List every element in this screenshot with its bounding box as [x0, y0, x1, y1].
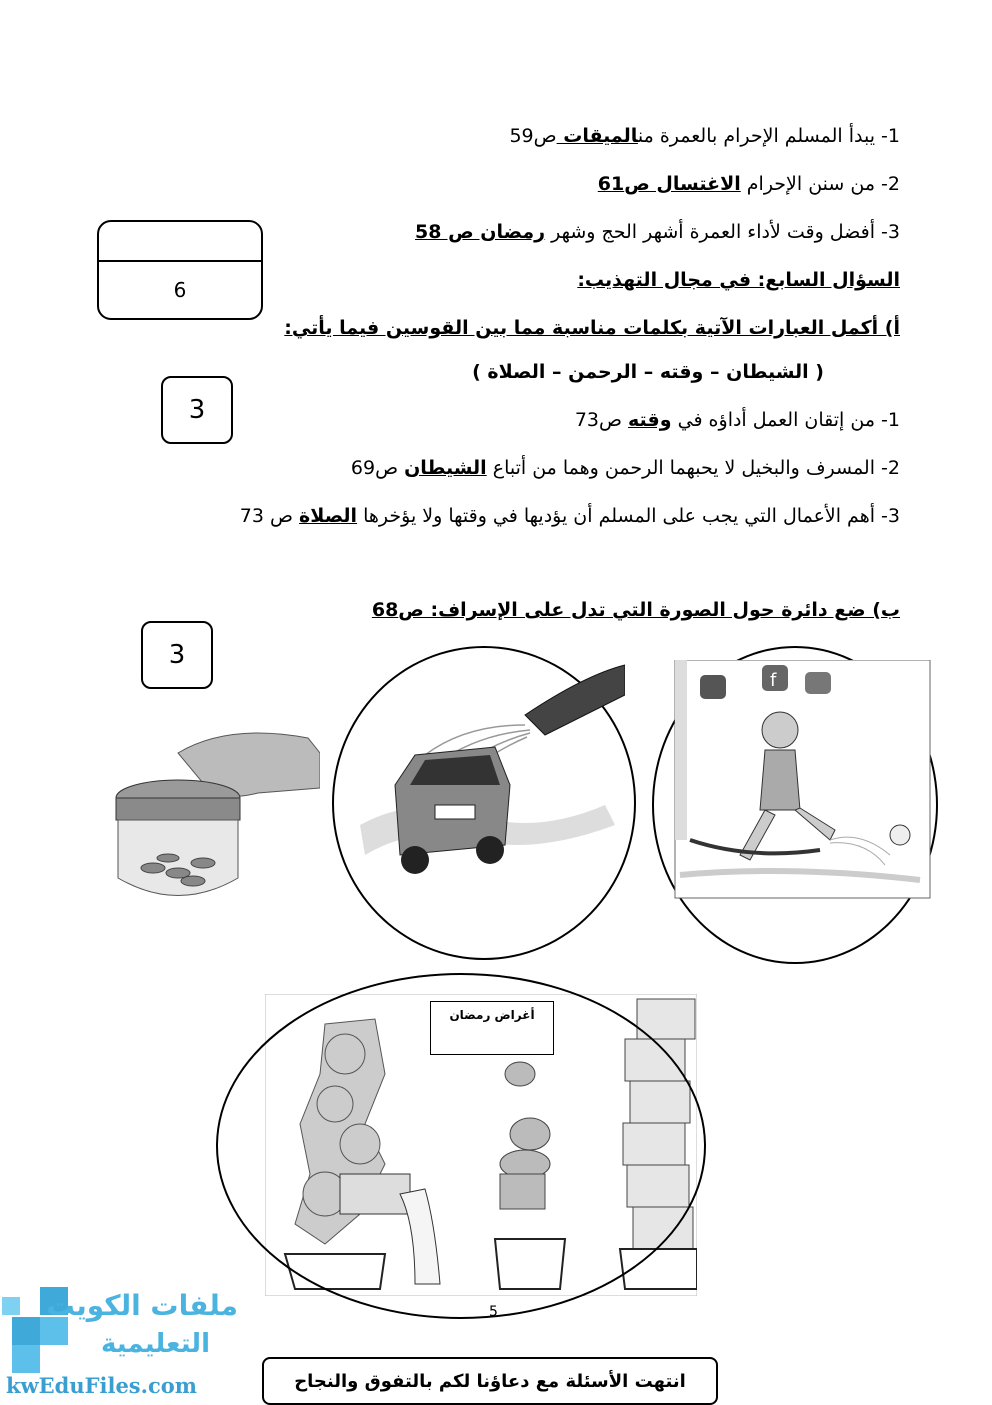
page-number: 5	[489, 1304, 498, 1320]
fill-line-2	[598, 172, 900, 196]
facebook-icon: f	[770, 670, 777, 691]
fill-line-1-text: 1- يبدأ المسلم الإحرام بالعمرة من	[637, 125, 900, 147]
fill-line-1	[509, 124, 900, 148]
q7-item-2	[351, 456, 900, 480]
score-box-a: 3	[161, 376, 233, 444]
question7-part-b	[372, 598, 900, 622]
fill-line-3-answer: رمضان ص 58	[415, 221, 546, 243]
ramadan-shopping-ellipse	[216, 973, 706, 1319]
car-wash-image	[355, 655, 625, 890]
fill-line-1-ref: ص59	[509, 125, 557, 147]
fill-line-2-text: 2- من سنن الإحرام	[740, 173, 900, 195]
score-box-top	[97, 220, 263, 320]
question7-choices: ( الشيطان – وقته – الرحمن – الصلاة )	[472, 361, 824, 383]
q7-item-1	[575, 408, 900, 432]
score-box-top-blank	[99, 222, 261, 262]
q7-item-3	[240, 504, 900, 528]
q7-item-3-answer: الصلاة	[299, 505, 358, 527]
q7-item-1-answer: وقته	[628, 409, 672, 431]
fill-line-3	[415, 220, 900, 244]
watermark-logo	[0, 1285, 250, 1403]
fill-line-3-text: 3- أفضل وقت لأداء العمرة أشهر الحج وشهر	[545, 221, 900, 243]
score-box-b: 3	[141, 621, 213, 689]
fill-line-2-answer: الاغتسال ص61	[597, 173, 741, 195]
q7-item-1-ref: ص73	[574, 409, 629, 431]
q7-item-2-ref: ص69	[350, 457, 405, 479]
coin-jar-image	[108, 713, 320, 909]
q7-item-2-answer: الشيطان	[404, 457, 487, 479]
question7-part-a: أ) أكمل العبارات الآتية بكلمات مناسبة مما بين القوسين فيما يأتي:	[284, 317, 900, 339]
boy-hose-image	[670, 660, 932, 900]
cartoon-label: أغراض رمضان	[430, 1001, 554, 1055]
watermark-site: kwEduFiles.com	[6, 1373, 197, 1398]
score-box-top-value: 6	[173, 278, 187, 302]
part-b-text: ب) ضع دائرة حول الصورة التي تدل على الإسراف: ص	[398, 599, 900, 621]
q7-item-3-text: 3- أهم الأعمال التي يجب على المسلم أن يؤديها في وقتها ولا يؤخرها	[357, 505, 900, 527]
watermark-line1: ملفات الكويت	[46, 1289, 238, 1322]
q7-item-1-text: 1- من إتقان العمل أداؤه في	[671, 409, 900, 431]
part-b-ref: 68	[371, 599, 399, 621]
q7-item-2-text: 2- المسرف والبخيل لا يحبهما الرحمن وهما من أتباع	[486, 457, 900, 479]
footer-message: انتهت الأسئلة مع دعاؤنا لكم بالتفوق والنجاح	[262, 1357, 718, 1405]
q7-item-3-ref: ص 73	[239, 505, 300, 527]
watermark-line2: التعليمية	[100, 1329, 210, 1359]
fill-line-1-answer: الميقات	[556, 125, 638, 147]
question7-title: السؤال السابع: في مجال التهذيب:	[577, 269, 900, 291]
